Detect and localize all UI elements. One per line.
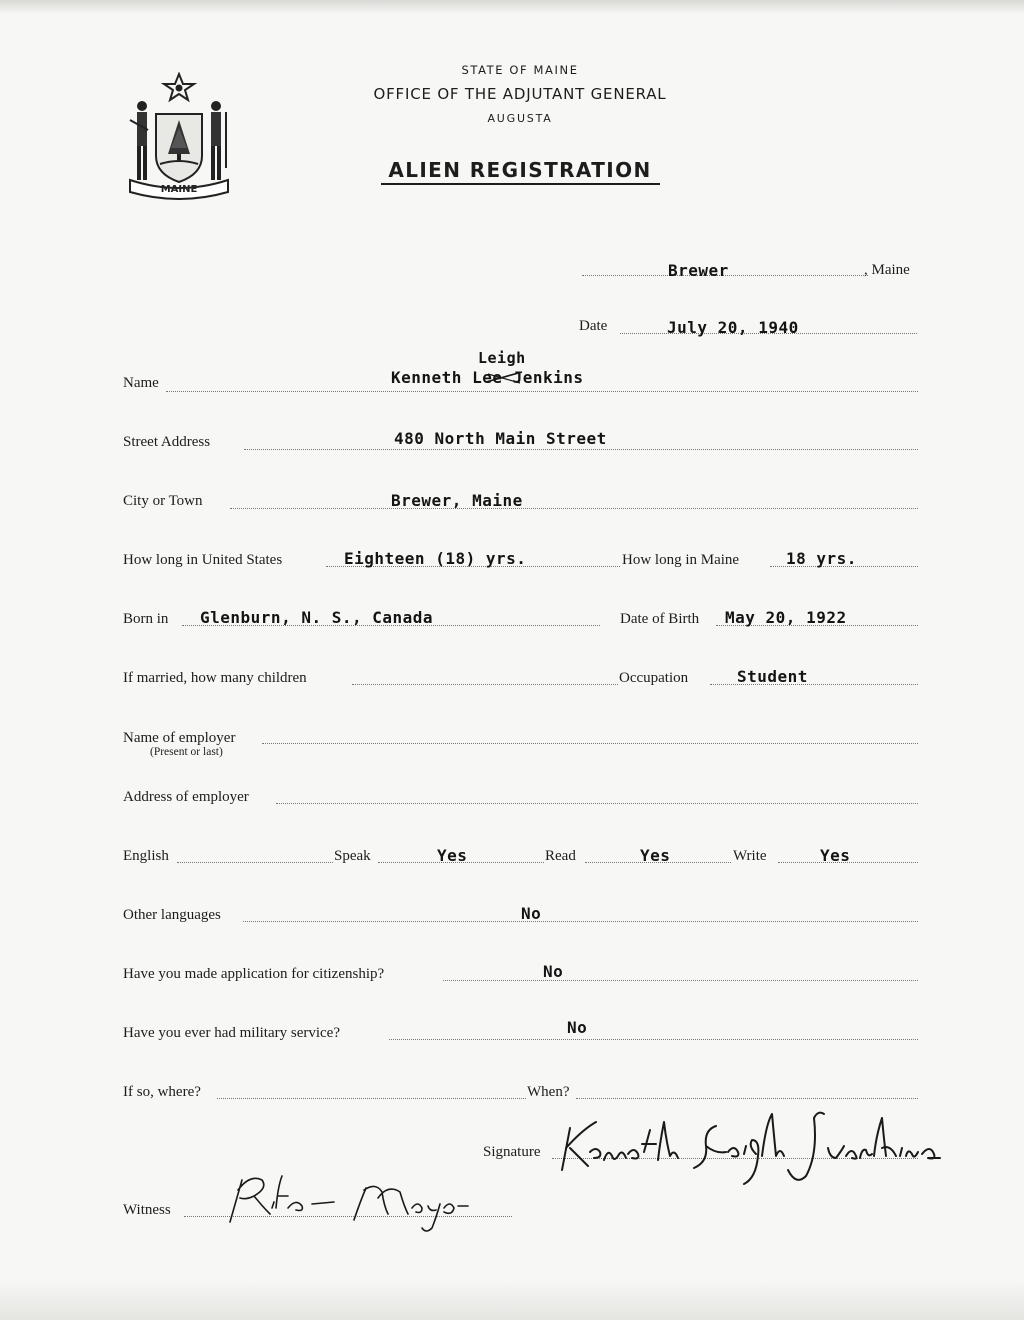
witness-signature [216,1162,486,1242]
occupation-value: Student [737,667,808,686]
employer-label: Name of employer [123,730,236,746]
other-languages-value: No [521,904,542,923]
signature-text: Kenneth Leigh Jenkins [556,1186,566,1187]
children-label: If married, how many children [123,670,307,686]
name-label: Name [123,375,159,391]
maine-duration-value: 18 yrs. [786,549,857,568]
name-field-line [166,391,918,392]
us-duration-value: Eighteen (18) yrs. [344,549,527,568]
header-city: AUGUSTA [487,112,553,125]
speak-value: Yes [437,846,468,865]
military-field-line [389,1039,918,1040]
date-label: Date [579,318,608,334]
service-where-label: If so, where? [123,1084,201,1100]
date-value: July 20, 1940 [667,318,799,337]
street-label: Street Address [123,434,211,450]
name-strikeout-mark [484,370,524,384]
scan-edge-bottom [0,1280,1024,1320]
children-field-line [352,684,618,685]
signature-label: Signature [483,1144,541,1160]
city-field-line [230,508,918,509]
town-value: Brewer [668,261,729,280]
title-underline [381,183,660,185]
city-label: City or Town [123,493,203,509]
birthplace-value: Glenburn, N. S., Canada [200,608,434,627]
military-value: No [567,1018,588,1037]
us-duration-label: How long in United States [123,552,283,568]
employer-address-field-line [276,803,918,804]
other-languages-label: Other languages [123,907,221,923]
employer-sublabel: (Present or last) [150,746,223,758]
citizenship-value: No [543,962,564,981]
employer-field-line [262,743,918,744]
speak-label: Speak [334,848,371,864]
scan-edge-top [0,0,1024,14]
maine-duration-label: How long in Maine [622,552,740,568]
street-field-line [244,449,918,450]
birth-date-label: Date of Birth [620,611,700,627]
write-label: Write [733,848,767,864]
street-value: 480 North Main Street [394,429,607,448]
read-value: Yes [640,846,671,865]
service-when-field-line [576,1098,918,1099]
name-value: Kenneth Lee Jenkins [391,368,584,387]
military-label: Have you ever had military service? [123,1025,340,1041]
write-value: Yes [820,846,851,865]
english-label: English [123,848,169,864]
city-value: Brewer, Maine [391,491,523,510]
witness-text: Rita Mayo [216,1240,221,1241]
english-field-line [177,862,333,863]
service-where-field-line [217,1098,526,1099]
read-label: Read [545,848,576,864]
occupation-label: Occupation [619,670,689,686]
citizenship-field-line [443,980,918,981]
service-when-label: When? [527,1084,570,1100]
citizenship-label: Have you made application for citizenship? [123,966,385,982]
header-office: OFFICE OF THE ADJUTANT GENERAL [373,85,667,103]
state-suffix: , Maine [864,262,910,278]
seal-motto-text: MAINE [160,184,198,195]
applicant-signature [556,1100,946,1190]
witness-label: Witness [123,1202,171,1218]
birth-date-value: May 20, 1922 [725,608,847,627]
birthplace-label: Born in [123,611,169,627]
page-title: ALIEN REGISTRATION [388,158,652,182]
other-languages-field-line [243,921,918,922]
header-state: STATE OF MAINE [461,63,579,77]
name-correction: Leigh [478,349,526,367]
employer-address-label: Address of employer [123,789,249,805]
